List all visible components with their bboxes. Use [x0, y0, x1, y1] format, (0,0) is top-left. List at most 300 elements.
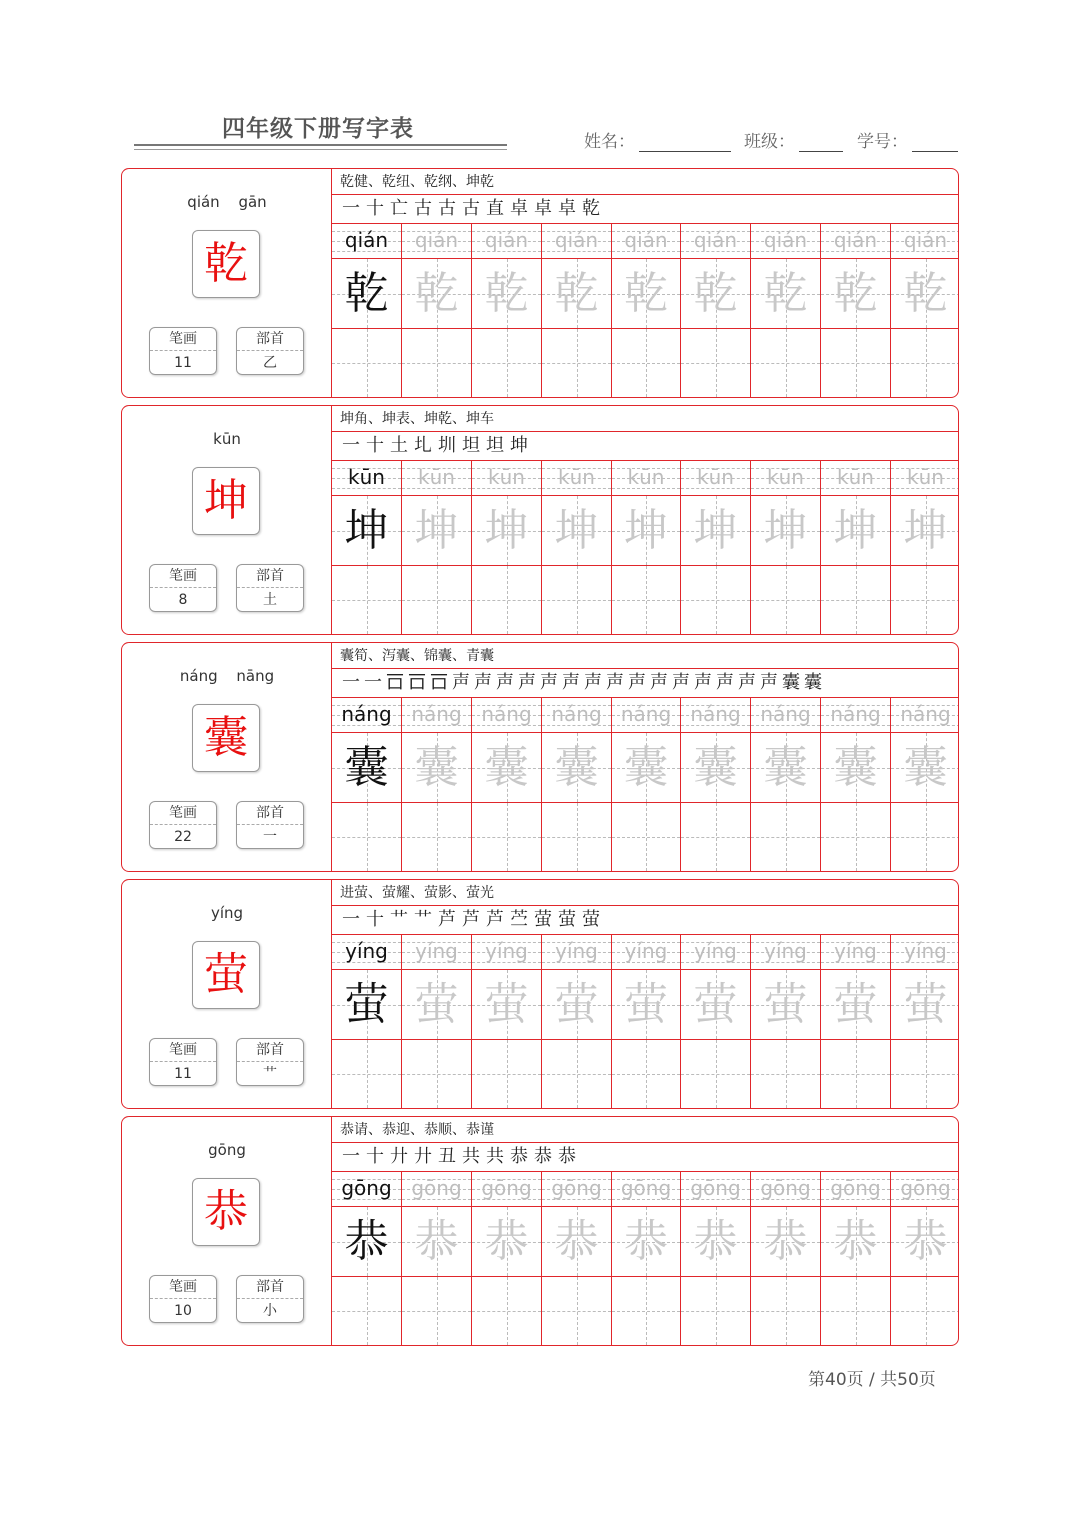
pinyin-cell[interactable] — [751, 934, 821, 970]
blank-writing-cell[interactable] — [332, 1277, 402, 1345]
blank-writing-cell[interactable] — [681, 1040, 751, 1108]
character-cell[interactable] — [472, 733, 542, 803]
pinyin-cell[interactable] — [751, 223, 821, 259]
title-underline — [134, 144, 507, 146]
character-cell[interactable] — [751, 259, 821, 329]
stroke-order-step: 直 — [486, 198, 504, 219]
blank-writing-cell[interactable] — [821, 566, 891, 634]
stroke-order-row — [332, 195, 958, 224]
character-cell[interactable] — [891, 259, 959, 329]
blank-writing-cell[interactable] — [612, 566, 681, 634]
radical-value: 艹 — [263, 1066, 277, 1082]
stroke-order-step: 𠮛 — [430, 672, 448, 693]
pinyin-cell[interactable] — [472, 223, 542, 259]
character-cell[interactable] — [332, 496, 402, 566]
example-words: 乾健、乾纽、乾纲、坤乾 — [332, 169, 958, 195]
student-number-field[interactable] — [857, 127, 958, 152]
name-blank[interactable] — [639, 133, 731, 152]
blank-writing-cell[interactable] — [402, 803, 472, 871]
character-text: 囊 — [554, 742, 599, 793]
radical-label: 部首 — [237, 1039, 303, 1062]
stroke-order-step: 恭 — [534, 1146, 552, 1167]
character-display: 乾 — [192, 230, 260, 298]
radical-value: 乙 — [263, 355, 277, 371]
pinyin-cell[interactable] — [612, 223, 681, 259]
pinyin-cell[interactable] — [612, 697, 681, 733]
pinyin-text: kūn — [348, 465, 385, 489]
blank-writing-cell[interactable] — [332, 329, 402, 397]
character-text: 坤 — [903, 505, 948, 556]
blank-writing-cell[interactable] — [472, 803, 542, 871]
character-pinyin: náng nāng — [179, 667, 275, 685]
blank-writing-cell[interactable] — [681, 329, 751, 397]
pinyin-text: náng — [411, 702, 462, 726]
example-words: 进萤、萤耀、萤影、萤光 — [332, 880, 958, 906]
pinyin-cell[interactable] — [472, 934, 542, 970]
character-cell[interactable] — [472, 1207, 542, 1277]
character-text: 囊 — [763, 742, 808, 793]
character-pinyin: gōng — [208, 1141, 246, 1159]
character-text: 乾 — [833, 268, 878, 319]
character-text: 坤 — [624, 505, 668, 556]
blank-writing-cell[interactable] — [751, 566, 821, 634]
character-cell[interactable] — [821, 259, 891, 329]
stroke-order-step: 廾 — [414, 1146, 432, 1167]
blank-writing-cell[interactable] — [472, 1040, 542, 1108]
stroke-order-row — [332, 432, 958, 461]
writing-grid — [332, 460, 958, 634]
radical-box — [236, 1275, 304, 1323]
pinyin-cell[interactable] — [821, 697, 891, 733]
practice-grid-panel — [332, 406, 958, 634]
character-cell[interactable] — [542, 733, 612, 803]
pinyin-cell[interactable] — [821, 223, 891, 259]
class-blank[interactable] — [799, 133, 843, 152]
character-text: 乾 — [554, 268, 599, 319]
blank-writing-cell[interactable] — [751, 329, 821, 397]
blank-writing-cell[interactable] — [612, 1040, 681, 1108]
pinyin-cell[interactable] — [681, 460, 751, 496]
stroke-order-step: 卓 — [534, 198, 552, 219]
pinyin-cell[interactable] — [542, 460, 612, 496]
pinyin-text: gōng — [900, 1176, 951, 1200]
writing-grid — [332, 223, 958, 397]
character-cell[interactable] — [332, 970, 402, 1040]
character-text: 萤 — [903, 979, 948, 1030]
name-field[interactable] — [584, 127, 731, 152]
pinyin-cell[interactable] — [681, 1171, 751, 1207]
blank-writing-cell[interactable] — [542, 566, 612, 634]
character-text: 囊 — [484, 742, 529, 793]
pinyin-cell[interactable] — [542, 934, 612, 970]
pinyin-text: gōng — [411, 1176, 462, 1200]
page-header — [0, 0, 1080, 160]
stroke-order-step: 芦 — [462, 909, 480, 930]
stroke-order-step: 恭 — [510, 1146, 528, 1167]
character-text: 恭 — [554, 1216, 599, 1267]
character-cell[interactable] — [542, 1207, 612, 1277]
pinyin-cell[interactable] — [751, 460, 821, 496]
radical-box — [236, 564, 304, 612]
stroke-order-step: 声 — [496, 672, 514, 693]
pinyin-text: gōng — [481, 1176, 532, 1200]
character-info-panel — [122, 406, 332, 634]
stroke-count-label: 笔画 — [150, 1039, 216, 1062]
character-cell[interactable] — [612, 1207, 681, 1277]
pinyin-cell[interactable] — [681, 934, 751, 970]
name-label: 姓名： — [584, 132, 635, 152]
stroke-order-step: 声 — [540, 672, 558, 693]
blank-writing-cell[interactable] — [542, 1040, 612, 1108]
character-text: 囊 — [344, 742, 389, 793]
blank-writing-cell[interactable] — [332, 1040, 402, 1108]
pinyin-cell[interactable] — [612, 460, 681, 496]
pinyin-text: yíng — [485, 939, 528, 963]
character-cell[interactable] — [402, 970, 472, 1040]
pinyin-cell[interactable] — [472, 460, 542, 496]
character-text: 恭 — [903, 1216, 948, 1267]
page-title: 四年级下册写字表 — [222, 116, 414, 142]
stroke-order-step: 声 — [760, 672, 778, 693]
character-display: 恭 — [192, 1178, 260, 1246]
blank-writing-cell[interactable] — [612, 803, 681, 871]
radical-box — [236, 327, 304, 375]
blank-writing-cell[interactable] — [891, 566, 959, 634]
pinyin-text: gōng — [690, 1176, 741, 1200]
character-cell[interactable] — [891, 733, 959, 803]
pinyin-cell[interactable] — [332, 460, 402, 496]
character-cell[interactable] — [402, 733, 472, 803]
blank-writing-cell[interactable] — [891, 803, 959, 871]
character-text: 萤 — [693, 979, 738, 1030]
pinyin-cell[interactable] — [681, 697, 751, 733]
character-cell[interactable] — [681, 970, 751, 1040]
character-cell[interactable] — [681, 1207, 751, 1277]
pinyin-cell[interactable] — [751, 1171, 821, 1207]
character-cell[interactable] — [402, 1207, 472, 1277]
practice-grid-panel — [332, 880, 958, 1108]
pinyin-cell[interactable] — [891, 934, 959, 970]
blank-writing-cell[interactable] — [402, 329, 472, 397]
stroke-order-step: 芦 — [438, 909, 456, 930]
character-cell[interactable] — [542, 496, 612, 566]
radical-value: 一 — [263, 829, 277, 845]
character-text: 乾 — [624, 268, 668, 319]
stroke-order-step: 囊 — [782, 672, 800, 693]
pinyin-cell[interactable] — [891, 460, 959, 496]
character-text: 乾 — [763, 268, 808, 319]
pinyin-cell[interactable] — [891, 223, 959, 259]
character-cell[interactable] — [891, 970, 959, 1040]
character-text: 恭 — [484, 1216, 529, 1267]
stroke-order-step: 声 — [474, 672, 492, 693]
character-cell[interactable] — [332, 733, 402, 803]
blank-writing-cell[interactable] — [681, 1277, 751, 1345]
practice-grid-panel — [332, 169, 958, 397]
blank-writing-cell[interactable] — [542, 803, 612, 871]
character-cell[interactable] — [681, 733, 751, 803]
blank-writing-cell[interactable] — [402, 566, 472, 634]
practice-grid-panel — [332, 1117, 958, 1345]
stroke-count-value: 10 — [174, 1303, 192, 1319]
pinyin-text: náng — [900, 702, 951, 726]
character-cell[interactable] — [751, 970, 821, 1040]
radical-value: 土 — [263, 592, 277, 608]
class-field[interactable] — [744, 127, 843, 152]
pinyin-cell[interactable] — [402, 460, 472, 496]
pinyin-cell[interactable] — [821, 460, 891, 496]
character-cell[interactable] — [891, 1207, 959, 1277]
character-info-panel — [122, 169, 332, 397]
pinyin-cell[interactable] — [821, 934, 891, 970]
stroke-order-step: 一 — [342, 909, 360, 930]
stroke-order-step: 古 — [414, 198, 432, 219]
blank-writing-cell[interactable] — [542, 329, 612, 397]
blank-writing-cell[interactable] — [751, 1277, 821, 1345]
student-number-blank[interactable] — [912, 133, 958, 152]
character-text: 恭 — [344, 1216, 389, 1267]
pinyin-cell[interactable] — [751, 697, 821, 733]
pinyin-cell[interactable] — [472, 697, 542, 733]
student-number-label: 学号： — [857, 132, 908, 152]
blank-writing-cell[interactable] — [821, 803, 891, 871]
stroke-order-step: 萤 — [582, 909, 600, 930]
stroke-order-step: 圠 — [414, 435, 432, 456]
pinyin-text: náng — [830, 702, 881, 726]
pinyin-cell[interactable] — [821, 1171, 891, 1207]
pinyin-cell[interactable] — [891, 1171, 959, 1207]
blank-writing-cell[interactable] — [891, 329, 959, 397]
character-cell[interactable] — [612, 970, 681, 1040]
character-info-panel — [122, 1117, 332, 1345]
stroke-order-step: 萤 — [558, 909, 576, 930]
character-text: 萤 — [763, 979, 808, 1030]
character-cell[interactable] — [402, 259, 472, 329]
blank-writing-cell[interactable] — [681, 803, 751, 871]
pinyin-cell[interactable] — [891, 697, 959, 733]
stroke-order-step: 古 — [438, 198, 456, 219]
stroke-order-step: 一 — [342, 435, 360, 456]
pinyin-cell[interactable] — [402, 697, 472, 733]
pinyin-text: kūn — [418, 465, 455, 489]
character-pinyin: kūn — [213, 430, 241, 448]
character-cell[interactable] — [751, 1207, 821, 1277]
character-text: 萤 — [624, 979, 668, 1030]
pinyin-text: yíng — [694, 939, 737, 963]
pinyin-text: náng — [620, 702, 672, 726]
character-text: 坤 — [414, 505, 459, 556]
stroke-order-step: 坤 — [510, 435, 528, 456]
stroke-order-step: 共 — [486, 1146, 504, 1167]
character-cell[interactable] — [821, 1207, 891, 1277]
character-text: 萤 — [344, 979, 389, 1030]
pinyin-text: qián — [763, 228, 808, 252]
blank-writing-cell[interactable] — [332, 803, 402, 871]
character-card — [121, 642, 959, 872]
pinyin-cell[interactable] — [542, 1171, 612, 1207]
character-cell[interactable] — [472, 970, 542, 1040]
pinyin-text: yíng — [345, 939, 388, 963]
character-cell[interactable] — [402, 496, 472, 566]
blank-writing-cell[interactable] — [891, 1277, 959, 1345]
character-display: 坤 — [192, 467, 260, 535]
pinyin-text: kūn — [767, 465, 804, 489]
blank-writing-cell[interactable] — [751, 803, 821, 871]
pinyin-cell[interactable] — [402, 223, 472, 259]
page-number: 第40页 / 共50页 — [808, 1370, 936, 1390]
pinyin-text: gōng — [341, 1176, 392, 1200]
pinyin-text: kūn — [627, 465, 665, 489]
pinyin-text: yíng — [834, 939, 877, 963]
character-text: 萤 — [833, 979, 878, 1030]
pinyin-text: yíng — [555, 939, 598, 963]
blank-writing-cell[interactable] — [681, 566, 751, 634]
character-cell[interactable] — [681, 496, 751, 566]
stroke-order-step: 一 — [364, 672, 382, 693]
radical-value: 小 — [263, 1303, 277, 1319]
blank-writing-cell[interactable] — [402, 1040, 472, 1108]
blank-writing-cell[interactable] — [612, 329, 681, 397]
character-cell[interactable] — [612, 733, 681, 803]
character-text: 囊 — [693, 742, 738, 793]
character-display: 囊 — [192, 704, 260, 772]
pinyin-cell[interactable] — [542, 223, 612, 259]
radical-label: 部首 — [237, 1276, 303, 1299]
character-text: 囊 — [414, 742, 459, 793]
character-text: 坤 — [693, 505, 738, 556]
pinyin-cell[interactable] — [681, 223, 751, 259]
character-cell[interactable] — [542, 970, 612, 1040]
pinyin-cell[interactable] — [612, 934, 681, 970]
character-text: 乾 — [484, 268, 529, 319]
character-text: 恭 — [414, 1216, 459, 1267]
pinyin-text: náng — [760, 702, 811, 726]
stroke-order-step: 十 — [366, 909, 384, 930]
stroke-order-step: 亡 — [390, 198, 408, 219]
stroke-order-step: 声 — [650, 672, 668, 693]
character-cell[interactable] — [751, 733, 821, 803]
radical-box — [236, 1038, 304, 1086]
pinyin-text: qián — [624, 228, 668, 252]
blank-writing-cell[interactable] — [472, 1277, 542, 1345]
stroke-order-step: 坦 — [486, 435, 504, 456]
pinyin-text: qián — [833, 228, 878, 252]
stroke-order-step: 土 — [390, 435, 408, 456]
character-cell[interactable] — [612, 496, 681, 566]
blank-writing-cell[interactable] — [751, 1040, 821, 1108]
character-cell[interactable] — [891, 496, 959, 566]
character-text: 恭 — [624, 1216, 668, 1267]
pinyin-cell[interactable] — [472, 1171, 542, 1207]
blank-writing-cell[interactable] — [612, 1277, 681, 1345]
character-cell[interactable] — [751, 496, 821, 566]
stroke-order-step: 声 — [562, 672, 580, 693]
character-card — [121, 879, 959, 1109]
character-cell[interactable] — [472, 259, 542, 329]
blank-writing-cell[interactable] — [472, 329, 542, 397]
character-card — [121, 405, 959, 635]
blank-writing-cell[interactable] — [472, 566, 542, 634]
stroke-order-step: 十 — [366, 435, 384, 456]
stroke-count-label: 笔画 — [150, 565, 216, 588]
stroke-order-row — [332, 1143, 958, 1172]
stroke-order-step: 𠮛 — [386, 672, 404, 693]
radical-label: 部首 — [237, 565, 303, 588]
blank-writing-cell[interactable] — [821, 1277, 891, 1345]
stroke-order-step: 一 — [342, 1146, 360, 1167]
character-cell[interactable] — [472, 496, 542, 566]
pinyin-text: náng — [551, 702, 602, 726]
character-info-panel — [122, 643, 332, 871]
stroke-order-step: 共 — [462, 1146, 480, 1167]
character-text: 恭 — [693, 1216, 738, 1267]
character-cell[interactable] — [821, 970, 891, 1040]
pinyin-cell[interactable] — [332, 223, 402, 259]
blank-writing-cell[interactable] — [402, 1277, 472, 1345]
character-cell[interactable] — [542, 259, 612, 329]
stroke-order-step: 声 — [584, 672, 602, 693]
stroke-order-step: 苎 — [510, 909, 528, 930]
blank-writing-cell[interactable] — [891, 1040, 959, 1108]
stroke-count-value: 11 — [174, 355, 192, 371]
character-cell[interactable] — [681, 259, 751, 329]
character-cell[interactable] — [612, 259, 681, 329]
pinyin-text: qián — [484, 228, 529, 252]
pinyin-text: gōng — [551, 1176, 602, 1200]
character-text: 恭 — [763, 1216, 808, 1267]
blank-writing-cell[interactable] — [821, 329, 891, 397]
pinyin-text: gōng — [760, 1176, 811, 1200]
stroke-count-box — [149, 1038, 217, 1086]
pinyin-cell[interactable] — [542, 697, 612, 733]
pinyin-cell[interactable] — [332, 1171, 402, 1207]
stroke-order-step: 艹 — [390, 909, 408, 930]
character-cell[interactable] — [332, 259, 402, 329]
pinyin-cell[interactable] — [612, 1171, 681, 1207]
character-cell[interactable] — [821, 496, 891, 566]
pinyin-text: kūn — [558, 465, 595, 489]
pinyin-cell[interactable] — [332, 934, 402, 970]
pinyin-cell[interactable] — [332, 697, 402, 733]
stroke-order-step: 艹 — [414, 909, 432, 930]
character-text: 坤 — [833, 505, 878, 556]
blank-writing-cell[interactable] — [332, 566, 402, 634]
character-display: 萤 — [192, 941, 260, 1009]
stroke-order-step: 囊 — [804, 672, 822, 693]
character-text: 恭 — [833, 1216, 878, 1267]
stroke-count-label: 笔画 — [150, 802, 216, 825]
pinyin-cell[interactable] — [402, 1171, 472, 1207]
character-cell[interactable] — [821, 733, 891, 803]
stroke-order-row — [332, 906, 958, 935]
stroke-order-step: 声 — [452, 672, 470, 693]
character-text: 囊 — [624, 742, 668, 793]
stroke-order-step: 声 — [694, 672, 712, 693]
stroke-order-step: 声 — [672, 672, 690, 693]
stroke-order-step: 圳 — [438, 435, 456, 456]
example-words: 坤角、坤表、坤乾、坤车 — [332, 406, 958, 432]
pinyin-cell[interactable] — [402, 934, 472, 970]
stroke-count-box — [149, 327, 217, 375]
stroke-order-step: 声 — [628, 672, 646, 693]
blank-writing-cell[interactable] — [821, 1040, 891, 1108]
stroke-order-step: 声 — [518, 672, 536, 693]
blank-writing-cell[interactable] — [542, 1277, 612, 1345]
character-text: 乾 — [693, 268, 738, 319]
stroke-order-step: 乾 — [582, 198, 600, 219]
character-text: 囊 — [903, 742, 948, 793]
character-cell[interactable] — [332, 1207, 402, 1277]
